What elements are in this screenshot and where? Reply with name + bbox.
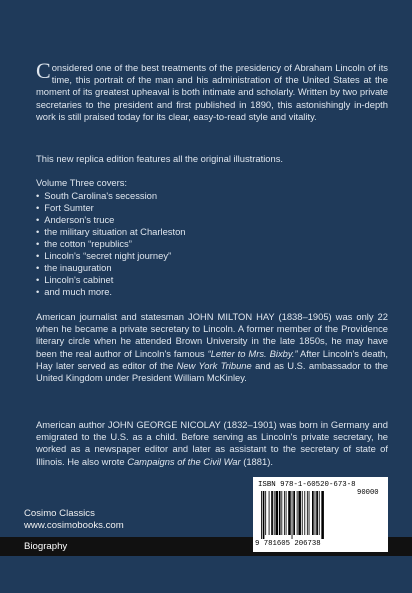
hay-bio	[36, 311, 388, 384]
barcode-digits: 9 781605 206738	[255, 540, 321, 548]
publisher-website: www.cosimobooks.com	[24, 519, 124, 531]
nicolay-bio	[36, 419, 388, 468]
hay-bio-text: After Lincoln's death, Hay later served as editor of the	[36, 347, 388, 371]
nicolay-bio-book: Campaigns of the Civil War	[127, 455, 241, 467]
nicolay-bio-text: (1881).	[240, 455, 273, 467]
nicolay-bio-text: American author JOHN GEORGE NICOLAY (1832–1901) was born in Germany and emigrated to the U.S. as a child. Before serving as Lincoln's private secretary, he worked as a newspaper editor and later as assistant to the secretary of state of Illinois. He also wrote	[36, 419, 388, 467]
genre-label: Biography	[24, 541, 68, 552]
topic-item: • Fort Sumter	[36, 202, 336, 214]
hay-bio-letter: “Letter to Mrs. Bixby.”	[207, 347, 298, 359]
topic-item: • Lincoln's “secret night journey”	[36, 250, 336, 262]
topic-item: • the inauguration	[36, 262, 336, 274]
topic-item: • the military situation at Charleston	[36, 226, 336, 238]
intro-paragraph: Considered one of the best treatments of the presidency of Abraham Lincoln of its time, this portrait of the man and his administration of the United States at the moment of its greatest upheaval is both intimate and scholarly. Written by two private secretaries to the president and first published in 1890, this astonishingly in-depth work is still praised today for its clear, easy-to-read style and vitality.	[36, 58, 388, 122]
isbn-text: ISBN 978-1-60520-673-8	[258, 481, 356, 489]
price-code: 90000	[357, 489, 379, 497]
topic-item: • South Carolina's secession	[36, 190, 336, 202]
barcode-icon	[261, 491, 353, 539]
hay-bio-text: and as U.S. ambassador to the United Kingdom under President William McKinley.	[36, 359, 388, 384]
topic-item: • Lincoln's cabinet	[36, 274, 336, 286]
hay-bio-text: American journalist and statesman JOHN MILTON HAY (1838–1905) was only 22 when he became a private secretary to Lincoln. A former member of the Providence literary circle when he attended Brown University in the late 1850s, he may have been the real author of Lincoln's famous	[36, 311, 388, 359]
publisher-name: Cosimo Classics	[24, 508, 95, 519]
topic-item: • Anderson's truce	[36, 214, 336, 226]
topic-item: • the cotton “republics”	[36, 238, 336, 250]
topic-item: • and much more.	[36, 286, 336, 298]
topic-list	[36, 190, 336, 298]
hay-bio-tribune: New York Tribune	[176, 359, 252, 371]
publisher-info	[24, 508, 124, 531]
volume-heading: Volume Three covers:	[36, 177, 128, 188]
barcode-box	[253, 477, 388, 552]
replica-note: This new replica edition features all the original illustrations.	[36, 153, 284, 164]
